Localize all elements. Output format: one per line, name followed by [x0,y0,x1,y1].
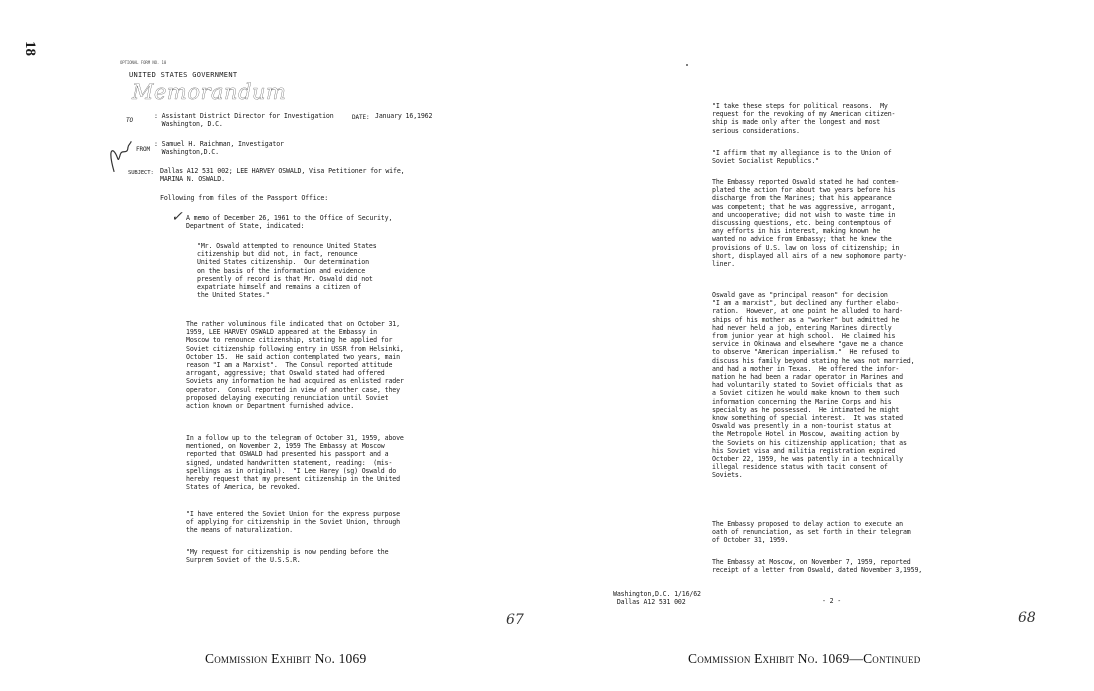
from-value: : Samuel H. Raichman, Investigator Washington,D.C. [154,140,284,157]
para-letter-receipt: The Embassy at Moscow, on November 7, 1959, reported receipt of a letter from Oswald, dated November 3,1959, [712,558,923,575]
para-follow-up: In a follow up to the telegram of October 31, 1959, above mentioned, on November 2, 1959 The Embassy at Moscow reported that OSWALD had presented his passport and a signed, undated handwritten statement, reading: (mis- spellings as in original). "I Lee Harey (sg) Oswald do hereby request that my present citizenship in the United States of America, be revoked. [186,434,404,492]
date-label: DATE: [352,114,370,121]
para-embassy-reported: The Embassy reported Oswald stated he had contem- plated the action for about two years before his discharge from the Marines; that his appearance was competent; that he was aggressive, arrogant, and uncooperative; did not wish to waste time in discussing questions, etc. being contemptous of any efforts in his interest, making known he wanted no advice from Embassy; that he knew the provisions of U.S. law on loss of citizenship; in short, displayed all airs of a new sophomore party- liner. [712,178,907,269]
para-request-citizenship: "My request for citizenship is now pending before the Surprem Soviet of the U.S.S.R. [186,548,389,565]
subject-label: SUBJECT: [128,170,154,176]
para-delay-action: The Embassy proposed to delay action to execute an oath of renunciation, as set forth in their telegram of October 31, 1959. [712,520,911,545]
page-number-handwritten-right: 68 [1018,610,1036,626]
para-political-reasons: "I take these steps for political reasons. My request for the revoking of my American citizen- ship is made only after the longest and most serious considerations. [712,102,896,135]
header-org: UNITED STATES GOVERNMENT [129,71,238,79]
page-number-handwritten: 67 [506,612,524,628]
checkmark-icon: ✓ [171,209,183,225]
side-page-number: 18 [22,41,38,56]
date-value: January 16,1962 [375,112,433,120]
to-label: TO [126,117,134,124]
para-affirm-allegiance: "I affirm that my allegiance is to the Union of Soviet Socialist Republics." [712,149,892,166]
memo-title: Memorandum [132,80,287,104]
footer-page-number: - 2 - [822,597,842,605]
form-code: OPTIONAL FORM NO. 10 [120,60,167,65]
para-principal-reason: Oswald gave as "principal reason" for decision "I am a marxist", but declined any further elabo- ration. However, at one point he alluded to hard- ships of his mother as a "worker" but admitted he had never held a job, entering Marines directly from junior year at high school. He claimed his service in Okinawa and elsewhere "gave me a chance to observe "American imperialism." He refused to discuss his family beyond stating he was not married, and had a mother in Texas. He offered the infor- mation he had been a radar operator in Marines and had voluntarily stated to Soviet officials that as a Soviet citizen he would make known to them such information concerning the Marine Corps and his specialty as he possessed. He intimated he might know something of special interest. It was stated Oswald was presently in a non-tourist status at the Metropole Hotel in Moscow, awaiting action by the Soviets on his citizenship application; that as his Soviet visa and militia registration expired October 22, 1959, he was patently in a technically illegal residence status with tacit consent of Soviets. [712,291,915,480]
exhibit-caption-continued: Commission Exhibit No. 1069—Continued [688,651,921,666]
para-voluminous-file: The rather voluminous file indicated that on October 31, 1959, LEE HARVEY OSWALD appeared at the Embassy in Moscow to renounce citizenship, stating he applied for Soviet citizenship following entry in USSR from Helsinki, October 15. He said action contemplated two years, main reason "I am a Marxist". The Consul reported attitude arrogant, aggressive; that Oswald stated had offered Soviets any information he had acquired as enlisted rader operator. Consul reported in view of another case, they proposed delaying executing renunciation until Soviet action known or Department furnished advice. [186,320,404,411]
stray-mark [686,64,688,66]
to-value: : Assistant District Director for Investigation Washington, D.C. [154,112,334,129]
para-memo: A memo of December 26, 1961 to the Office of Security, Department of State, indicated: [186,214,393,231]
exhibit-caption: Commission Exhibit No. 1069 [205,651,367,666]
from-label: FROM [136,146,151,153]
footer-reference: Washington,D.C. 1/16/62 Dallas A12 531 002 [613,590,701,607]
para-following: Following from files of the Passport Office: [160,194,329,202]
para-entered-soviet-union: "I have entered the Soviet Union for the express purpose of applying for citizenship in the Soviet Union, through the means of naturalization. [186,510,400,535]
quote-state-department: "Mr. Oswald attempted to renounce United States citizenship but did not, in fact, renounce United States citizenship. Our determination on the basis of the information and evidence presently of record is that Mr. Oswald did not expatriate himself and remains a citizen of the United States." [197,242,377,300]
subject-value: Dallas A12 531 002; LEE HARVEY OSWALD, Visa Petitioner for wife, MARINA N. OSWALD. [160,167,405,184]
